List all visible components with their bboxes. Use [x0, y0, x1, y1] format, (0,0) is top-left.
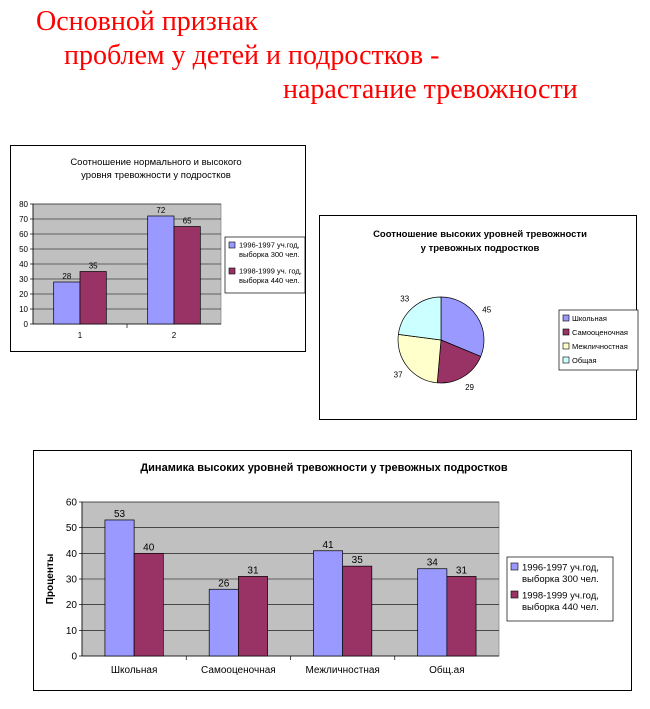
- data-label: 37: [393, 370, 403, 380]
- chart1-svg: [11, 146, 307, 353]
- x-tick-label: 1: [77, 331, 83, 340]
- y-tick-label: 20: [19, 289, 28, 299]
- legend-label: выборка 440 чел.: [239, 276, 300, 285]
- y-tick-label: 40: [65, 548, 77, 560]
- data-label: 34: [426, 557, 438, 569]
- chart-title-line: у тревожных подростков: [420, 243, 540, 254]
- bar: [174, 227, 200, 325]
- chart-title: Динамика высоких уровней тревожности у тревожных подростков: [140, 462, 508, 474]
- data-label: 33: [400, 294, 410, 304]
- y-tick-label: 30: [19, 274, 28, 284]
- y-tick-label: 30: [65, 574, 77, 586]
- bar: [238, 576, 267, 656]
- y-tick-label: 10: [65, 625, 77, 637]
- data-label: 35: [88, 261, 98, 271]
- legend-swatch: [563, 343, 569, 349]
- legend-label: выборка 440 чел.: [522, 602, 599, 613]
- data-label: 41: [322, 539, 334, 551]
- data-label: 31: [455, 565, 468, 577]
- data-label: 26: [218, 578, 230, 590]
- chart3-frame: [33, 450, 632, 691]
- data-label: 72: [156, 206, 166, 215]
- legend-label: выборка 300 чел.: [522, 574, 599, 585]
- legend-swatch: [229, 242, 235, 248]
- y-tick-label: 0: [71, 651, 77, 663]
- data-label: 31: [247, 565, 259, 577]
- chart-title-line: уровня тревожности у подростков: [81, 170, 231, 181]
- x-tick-label: Общ.ая: [429, 665, 465, 676]
- chart-title-line: Соотношение высоких уровней тревожности: [373, 229, 587, 240]
- legend-swatch: [229, 268, 235, 274]
- bar: [148, 216, 174, 324]
- bar: [209, 589, 238, 656]
- legend-label: 1996-1997 уч.год,: [239, 240, 300, 250]
- data-label: 40: [143, 542, 155, 554]
- data-label: 29: [465, 383, 474, 393]
- legend-swatch: [563, 329, 569, 335]
- data-label: 65: [182, 216, 192, 226]
- bar: [134, 553, 163, 656]
- y-axis-label: Проценты: [45, 553, 56, 605]
- data-label: 35: [351, 555, 363, 567]
- data-label: 53: [113, 508, 126, 520]
- y-tick-label: 20: [65, 600, 77, 612]
- x-tick-label: Школьная: [110, 665, 158, 676]
- bar: [80, 272, 106, 325]
- legend-label: 1998-1999 уч.год,: [522, 590, 599, 602]
- data-label: 28: [62, 272, 72, 281]
- page-title-line-1: Основной признак: [36, 6, 258, 37]
- legend-label: 1998-1999 уч. год,: [239, 266, 302, 276]
- chart-title-line: Соотношение нормального и высокого: [70, 157, 242, 168]
- y-tick-label: 10: [19, 304, 28, 314]
- y-tick-label: 50: [65, 523, 77, 535]
- legend-label: Межличностная: [572, 342, 628, 351]
- chart3-svg: [34, 451, 633, 692]
- x-tick-label: Межличностная: [305, 665, 380, 676]
- bar: [54, 282, 80, 324]
- y-tick-label: 0: [23, 319, 28, 329]
- bar: [313, 551, 342, 656]
- y-tick-label: 60: [65, 497, 77, 509]
- y-tick-label: 70: [19, 214, 28, 224]
- y-tick-label: 40: [19, 259, 28, 269]
- legend-label: Самооценочная: [572, 328, 628, 337]
- y-tick-label: 80: [19, 199, 28, 209]
- legend-label: 1996-1997 уч.год,: [522, 562, 599, 574]
- x-tick-label: 2: [171, 331, 177, 340]
- bar: [343, 566, 372, 656]
- legend-label: Общая: [572, 356, 597, 365]
- y-tick-label: 60: [19, 229, 28, 239]
- page-title-line-2: проблем у детей и подростков -: [64, 40, 440, 71]
- chart2-svg: [320, 216, 638, 421]
- y-tick-label: 50: [19, 244, 28, 254]
- bar: [105, 520, 134, 656]
- bar: [418, 569, 447, 656]
- legend-swatch: [511, 563, 518, 570]
- legend-label: Школьная: [572, 314, 607, 323]
- legend-label: выборка 300 чел.: [239, 250, 300, 259]
- bar: [447, 576, 476, 656]
- legend-swatch: [511, 591, 518, 598]
- chart1-frame: [10, 145, 306, 352]
- chart2-frame: [319, 215, 637, 420]
- legend-swatch: [563, 315, 569, 321]
- legend-swatch: [563, 357, 569, 363]
- pie-slice: [398, 334, 441, 382]
- data-label: 45: [482, 305, 492, 315]
- page-title-line-3: нарастание тревожности: [283, 74, 578, 105]
- x-tick-label: Самооценочная: [201, 665, 276, 676]
